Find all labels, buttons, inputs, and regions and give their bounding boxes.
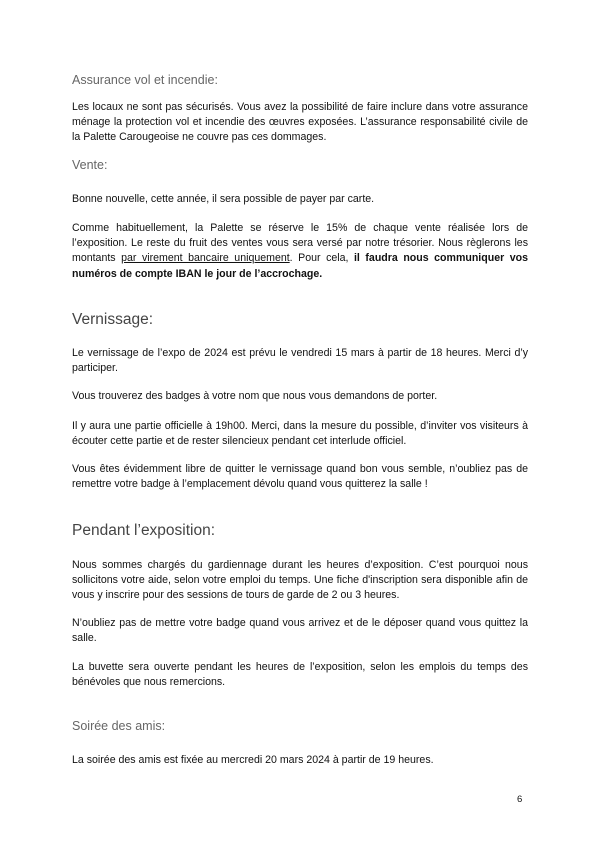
paragraph-vernissage-officielle: Il y aura une partie officielle à 19h00. Merci, dans la mesure du possible, d’inviter vos visiteurs à écouter cette partie et de rester silencieux pendant cet interlude officiel. — [72, 420, 528, 448]
paragraph-vernissage-quitter: Vous êtes évidemment libre de quitter le vernissage quand bon vous semble, n’oubliez pas de remettre votre badge à l’emplacement dévolu quand vous quitterez la salle ! — [72, 463, 528, 491]
page-number: 6 — [517, 794, 523, 805]
paragraph-vente-carte: Bonne nouvelle, cette année, il sera possible de payer par carte. — [72, 193, 375, 205]
paragraph-soiree: La soirée des amis est fixée au mercredi 20 mars 2024 à partir de 19 heures. — [72, 754, 434, 766]
paragraph-exposition-gardiennage: Nous sommes chargés du gardiennage durant les heures d’exposition. C’est pourquoi nous sollicitons votre aide, selon votre emploi du temps. Une fiche d'inscription sera disponible afin de vous y inscrire pour des sessions de tours de garde de 2 ou 3 heures. — [72, 559, 528, 602]
heading-vente: Vente: — [72, 158, 108, 172]
paragraph-exposition-buvette: La buvette sera ouverte pendant les heures de l’exposition, selon les emplois du temps des bénévoles que nous remercions. — [72, 661, 528, 689]
vente-text-bold: il faudra nous communiquer vos numéros de compte IBAN le jour de l’accrochage. — [72, 252, 528, 280]
vente-text-part1: Comme habituellement, la Palette se réserve le 15% de chaque vente réalisée lors de l’exposition. Le reste du fruit des ventes vous sera versé par notre trésorier. Nous règlerons les montants — [72, 222, 528, 265]
heading-assurance: Assurance vol et incendie: — [72, 73, 218, 87]
heading-soiree: Soirée des amis: — [72, 719, 166, 733]
vente-text-underlined: par virement bancaire uniquement — [121, 252, 290, 265]
paragraph-exposition-badge: N’oubliez pas de mettre votre badge quand vous arrivez et de le déposer quand vous quittez la salle. — [72, 617, 528, 645]
paragraph-vernissage-badges: Vous trouverez des badges à votre nom que nous vous demandons de porter. — [72, 390, 438, 402]
paragraph-vente-commission — [72, 221, 528, 282]
heading-exposition: Pendant l’exposition: — [72, 522, 216, 539]
paragraph-assurance: Les locaux ne sont pas sécurisés. Vous avez la possibilité de faire inclure dans votre assurance ménage la protection vol et incendie des œuvres exposées. L’assurance responsabilité civile de la Palette Carougeoise ne couvre pas ces dommages. — [72, 101, 528, 144]
vente-text-part2: . Pour cela, — [289, 252, 354, 265]
paragraph-vernissage-date: Le vernissage de l’expo de 2024 est prévu le vendredi 15 mars à partir de 18 heures. Merci d’y participer. — [72, 347, 528, 375]
heading-vernissage: Vernissage: — [72, 311, 153, 328]
